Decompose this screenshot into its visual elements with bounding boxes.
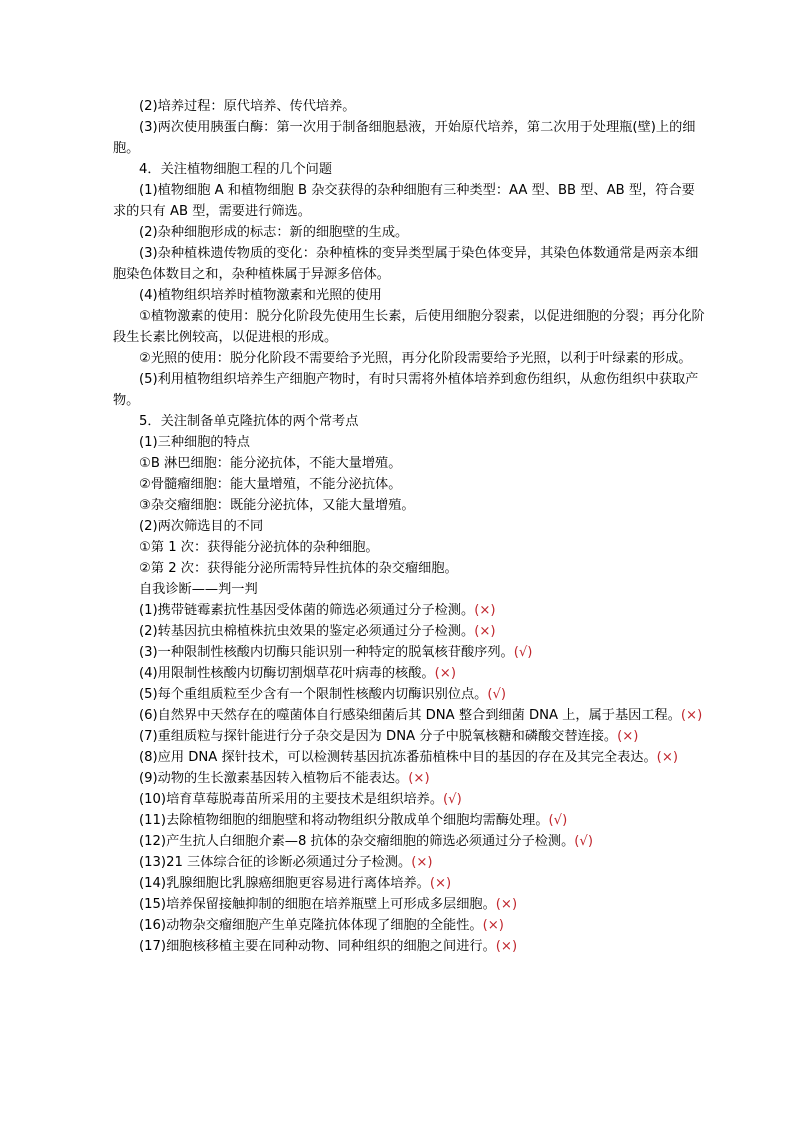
paragraph-text: (4)植物组织培养时植物激素和光照的使用 — [139, 288, 382, 303]
paragraph-text: (10)培育草莓脱毒苗所采用的主要技术是组织培养。 — [139, 792, 444, 807]
paragraph-text: (16)动物杂交瘤细胞产生单克隆抗体体现了细胞的全能性。 — [139, 918, 483, 933]
paragraph-text: (12)产生抗人白细胞介素—8 抗体的杂交瘤细胞的筛选必须通过分子检测。 — [139, 834, 575, 849]
answer-mark: (√) — [574, 834, 593, 849]
answer-mark: (×) — [474, 624, 496, 639]
paragraph — [113, 96, 708, 117]
paragraph — [113, 789, 708, 810]
answer-mark: (×) — [408, 771, 430, 786]
paragraph — [113, 537, 708, 558]
answer-mark: (×) — [617, 729, 639, 744]
paragraph — [113, 642, 708, 663]
answer-mark: (√) — [487, 687, 507, 702]
paragraph-text: (5)利用植物组织培养生产细胞产物时，有时只需将外植体培养到愈伤组织，从愈伤组织中获取产物。 — [113, 372, 699, 408]
paragraph-text: (7)重组质粒与探针能进行分子杂交是因为 DNA 分子中脱氧核糖和磷酸交替连接。 — [139, 729, 618, 744]
paragraph — [113, 579, 708, 600]
paragraph — [113, 474, 708, 495]
paragraph-text: ①植物激素的使用：脱分化阶段先使用生长素，后使用细胞分裂素，以促进细胞的分裂；再分化阶段生长素比例较高，以促进根的形成。 — [113, 309, 705, 345]
paragraph-text: (3)杂种植株遗传物质的变化：杂种植株的变异类型属于染色体变异，其染色体数通常是两亲本细胞染色体数目之和，杂种植株属于异源多倍体。 — [113, 246, 699, 282]
paragraph-text: (2)培养过程：原代培养、传代培养。 — [139, 99, 356, 114]
paragraph — [113, 810, 708, 831]
answer-mark: (×) — [482, 918, 504, 933]
paragraph-text: (1)三种细胞的特点 — [139, 435, 250, 450]
paragraph — [113, 180, 708, 222]
paragraph — [113, 243, 708, 285]
paragraph — [113, 852, 708, 873]
answer-mark: (×) — [495, 939, 518, 954]
paragraph-text: (13)21 三体综合征的诊断必须通过分子检测。 — [139, 855, 412, 870]
paragraph — [113, 411, 708, 432]
paragraph — [113, 621, 708, 642]
paragraph-text: (6)自然界中天然存在的噬菌体自行感染细菌后其 DNA 整合到细菌 DNA 上，属于基因工程。 — [139, 708, 681, 723]
paragraph — [113, 747, 708, 768]
answer-mark: (×) — [429, 876, 452, 891]
paragraph — [113, 516, 708, 537]
paragraph — [113, 705, 708, 726]
paragraph — [113, 348, 708, 369]
paragraph — [113, 873, 708, 894]
paragraph — [113, 117, 708, 159]
paragraph — [113, 600, 708, 621]
paragraph — [113, 495, 708, 516]
paragraph-text: (11)去除植物细胞的细胞壁和将动物组织分散成单个细胞均需酶处理。 — [139, 813, 549, 828]
paragraph — [113, 915, 708, 936]
paragraph-text: 自我诊断——判一判 — [139, 582, 258, 597]
paragraph-text: (15)培养保留接触抑制的细胞在培养瓶壁上可形成多层细胞。 — [139, 897, 496, 912]
answer-mark: (×) — [411, 855, 433, 870]
document-body — [113, 96, 708, 957]
paragraph-text: (14)乳腺细胞比乳腺癌细胞更容易进行离体培养。 — [139, 876, 430, 891]
answer-mark: (√) — [443, 792, 462, 807]
paragraph-text: ③杂交瘤细胞：既能分泌抗体，又能大量增殖。 — [139, 498, 415, 513]
paragraph-text: (3)一种限制性核酸内切酶只能识别一种特定的脱氧核苷酸序列。 — [139, 645, 514, 660]
paragraph — [113, 369, 708, 411]
answer-mark: (×) — [474, 603, 496, 618]
answer-mark: (×) — [434, 666, 456, 681]
paragraph — [113, 432, 708, 453]
paragraph-text: ①第 1 次：获得能分泌抗体的杂种细胞。 — [139, 540, 379, 555]
paragraph — [113, 726, 708, 747]
paragraph — [113, 831, 708, 852]
paragraph-text: (3)两次使用胰蛋白酶：第一次用于制备细胞悬液，开始原代培养，第二次用于处理瓶(壁)上的细胞。 — [113, 120, 696, 156]
paragraph-text: ②骨髓瘤细胞：能大量增殖，不能分泌抗体。 — [139, 477, 402, 492]
paragraph-text: (2)杂种细胞形成的标志：新的细胞壁的生成。 — [139, 225, 409, 240]
answer-mark: (√) — [513, 645, 533, 660]
answer-mark: (×) — [495, 897, 518, 912]
paragraph — [113, 684, 708, 705]
paragraph-text: (1)植物细胞 A 和植物细胞 B 杂交获得的杂种细胞有三种类型：AA 型、BB 型、AB 型，符合要求的只有 AB 型，需要进行筛选。 — [113, 183, 695, 219]
paragraph — [113, 285, 708, 306]
paragraph — [113, 768, 708, 789]
paragraph-text: (17)细胞核移植主要在同种动物、同种组织的细胞之间进行。 — [139, 939, 496, 954]
paragraph — [113, 936, 708, 957]
paragraph-text: 5．关注制备单克隆抗体的两个常考点 — [139, 414, 359, 429]
paragraph-text: (9)动物的生长激素基因转入植物后不能表达。 — [139, 771, 409, 786]
paragraph — [113, 222, 708, 243]
paragraph — [113, 663, 708, 684]
paragraph — [113, 453, 708, 474]
paragraph-text: (8)应用 DNA 探针技术，可以检测转基因抗冻番茄植株中目的基因的存在及其完全表达。 — [139, 750, 657, 765]
paragraph-text: ①B 淋巴细胞：能分泌抗体，不能大量增殖。 — [139, 456, 402, 471]
paragraph-text: ②第 2 次：获得能分泌所需特异性抗体的杂交瘤细胞。 — [139, 561, 458, 576]
answer-mark: (√) — [548, 813, 568, 828]
paragraph-text: 4．关注植物细胞工程的几个问题 — [139, 162, 333, 177]
paragraph — [113, 894, 708, 915]
paragraph-text: (1)携带链霉素抗性基因受体菌的筛选必须通过分子检测。 — [139, 603, 475, 618]
paragraph-text: (2)转基因抗虫棉植株抗虫效果的鉴定必须通过分子检测。 — [139, 624, 475, 639]
paragraph-text: (2)两次筛选目的不同 — [139, 519, 264, 534]
paragraph-text: (4)用限制性核酸内切酶切割烟草花叶病毒的核酸。 — [139, 666, 435, 681]
answer-mark: (×) — [680, 708, 703, 723]
paragraph-text: (5)每个重组质粒至少含有一个限制性核酸内切酶识别位点。 — [139, 687, 488, 702]
paragraph — [113, 306, 708, 348]
answer-mark: (×) — [656, 750, 679, 765]
paragraph — [113, 558, 708, 579]
paragraph-text: ②光照的使用：脱分化阶段不需要给予光照，再分化阶段需要给予光照，以利于叶绿素的形成。 — [139, 351, 692, 366]
paragraph — [113, 159, 708, 180]
